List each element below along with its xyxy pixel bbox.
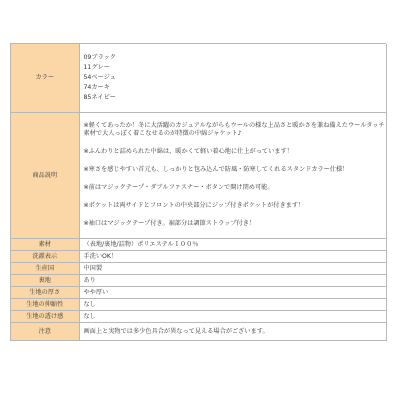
color-item: 74カーキ: [83, 83, 110, 91]
description-paragraph: ※ふんわりと詰められた中綿は、暖かくて軽い着心地に仕上がっています！: [83, 148, 293, 155]
lining-label: 裏地: [11, 274, 79, 286]
row-transparency: [11, 310, 386, 322]
row-lining: [11, 274, 386, 286]
washing-label: 洗濯表示: [11, 250, 79, 262]
description-paragraph: ※軽くてあったか！冬に大活躍のカジュアルながらもウールの様な上品さと暖かさを兼ね備えたウールタッチ素材で大人っぽく着こなせるのが特徴の中綿ジャケット♪: [83, 122, 385, 137]
material-label: 素材: [11, 238, 79, 250]
description-paragraph: ※寒さを感じやすい首元も、しっかりと包み込んで防風・防寒してくれるスタンドカラー仕様！: [83, 166, 349, 173]
transparency-value: なし: [79, 310, 386, 322]
row-stretch: [11, 298, 386, 310]
color-item: 09ブラック: [83, 53, 116, 61]
description-label: 商品説明: [11, 112, 79, 238]
origin-label: 生産国: [11, 262, 79, 274]
washing-value: 手洗いOK！: [79, 250, 386, 262]
description-text: [79, 112, 386, 238]
row-material: [11, 238, 386, 250]
color-item: 54ベージュ: [83, 73, 116, 81]
row-description: [11, 112, 386, 238]
origin-value: 中国製: [79, 262, 386, 274]
color-item: 85ネイビー: [83, 93, 116, 101]
note-value: 画面上と実物では多少色具合が異なって見える場合がございます。: [79, 322, 386, 340]
stretch-value: なし: [79, 298, 386, 310]
color-list: [79, 44, 386, 112]
row-origin: [11, 262, 386, 274]
description-paragraph: ※ポケットは両サイドとフロントの中央部分にジップ付きポケットが付きます！: [83, 202, 305, 209]
row-thickness: [11, 286, 386, 298]
stretch-label: 生地の伸縮性: [11, 298, 79, 310]
row-washing: [11, 250, 386, 262]
transparency-label: 生地の透け感: [11, 310, 79, 322]
thickness-label: 生地の厚さ: [11, 286, 79, 298]
material-value: （表地/裏地/詰物）ポリエステル１００％: [79, 238, 386, 250]
note-label: 注意: [11, 322, 79, 340]
product-spec-table: [10, 43, 386, 341]
thickness-value: やや厚い: [79, 286, 386, 298]
description-paragraph: ※袖口はマジックテープ付き。裾部分は調節ストラップ付き！: [83, 220, 256, 227]
description-paragraph: ※前はマジックテープ・ダブルファスナー・ボタンで開け閉め可能。: [83, 184, 274, 191]
color-item: 11グレー: [83, 63, 110, 71]
color-label: カラー: [11, 44, 79, 112]
row-color: [11, 44, 386, 112]
lining-value: あり: [79, 274, 386, 286]
row-note: [11, 322, 386, 340]
